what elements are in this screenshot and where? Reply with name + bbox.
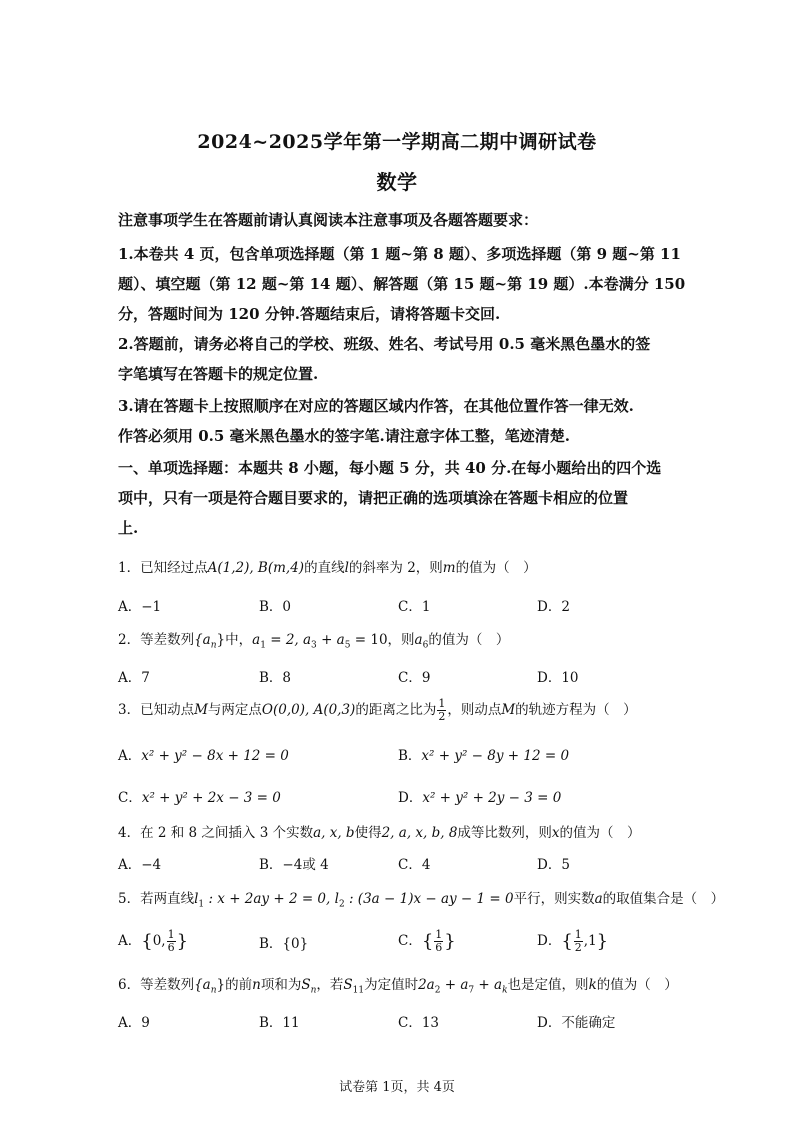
notice-heading: 注意事项学生在答题前请认真阅读本注意事项及各题答题要求：: [118, 211, 539, 229]
option-c: C．x² + y² + 2x − 3 = 0: [118, 790, 281, 806]
option-d: D．10: [537, 670, 579, 686]
option-b: B．11: [259, 1015, 300, 1031]
page-footer: 试卷第 1页，共 4页: [339, 1080, 455, 1095]
section-heading: 一、单项选择题：本题共 8 小题，每小题 5 分，共 40 分.在每小题给出的四个选: [118, 459, 662, 477]
option-d: D．不能确定: [537, 1015, 616, 1031]
section-heading: 上.: [118, 519, 139, 537]
notice-line: 1.本卷共 4 页，包含单项选择题（第 1 题~第 8 题）、多项选择题（第 9 题~第 11: [118, 245, 681, 263]
option-a: A．9: [118, 1015, 150, 1031]
fraction-one-half: $\frac{1}{2}$: [438, 697, 446, 723]
option-d: D．{ $\frac{1}{2}$ ,1}: [537, 928, 609, 954]
question-6: 6．等差数列$\{a_n\}$的前n项和为$S_n$，若$S_{11}$为定值时$2a_2 + a_7 + a_k$也是定值，则k的值为（ ）: [118, 977, 678, 996]
option-c: C．1: [398, 599, 431, 615]
option-b: B．−4或 4: [259, 857, 329, 873]
option-a: A．{0, $\frac{1}{6}$ }: [118, 928, 189, 954]
notice-line: 字笔填写在答题卡的规定位置.: [118, 365, 319, 383]
option-b: B．x² + y² − 8y + 12 = 0: [398, 748, 570, 764]
notice-line: 3.请在答题卡上按照顺序在对应的答题区域内作答，在其他位置作答一律无效.: [118, 397, 634, 415]
option-a: A．−1: [118, 599, 162, 615]
notice-line: 2.答题前，请务必将自己的学校、班级、姓名、考试号用 0.5 毫米黑色墨水的签: [118, 335, 651, 353]
question-5: 5．若两直线$l_1$ : x + 2ay + 2 = 0, $l_2$ : (3a − 1)x − ay − 1 = 0平行，则实数a的取值集合是（ ）: [118, 891, 725, 910]
option-d: D．2: [537, 599, 570, 615]
option-a: A．7: [118, 670, 150, 686]
option-c: C．4: [398, 857, 431, 873]
option-a: A．x² + y² − 8x + 12 = 0: [118, 748, 289, 764]
option-d: D．5: [537, 857, 570, 873]
option-a: A．−4: [118, 857, 162, 873]
option-b: B．0: [259, 599, 292, 615]
question-3: 3．已知动点M与两定点O(0,0), A(0,3)的距离之比为 $\frac{1}{2}$ ，则动点M的轨迹方程为（ ）: [118, 697, 637, 723]
notice-line: 分，答题时间为 120 分钟.答题结束后，请将答题卡交回.: [118, 305, 501, 323]
option-c: C．{ $\frac{1}{6}$ }: [398, 928, 456, 954]
notice-line: 题）、填空题（第 12 题~第 14 题）、解答题（第 15 题~第 19 题）.本卷满分 150: [118, 275, 686, 293]
exam-title: 2024~2025学年第一学期高二期中调研试卷: [197, 131, 597, 153]
option-c: C．13: [398, 1015, 440, 1031]
question-4: 4．在 2 和 8 之间插入 3 个实数a, x, b使得2, a, x, b, 8成等比数列，则x的值为（ ）: [118, 825, 641, 841]
option-b: B．{0}: [259, 936, 309, 952]
option-b: B．8: [259, 670, 292, 686]
option-c: C．9: [398, 670, 431, 686]
subject-title: 数学: [376, 170, 418, 194]
question-1: 1．已知经过点A(1,2), B(m,4)的直线l的斜率为 2，则m的值为（ ）: [118, 560, 537, 576]
notice-line: 作答必须用 0.5 毫米黑色墨水的签字笔.请注意字体工整，笔迹清楚.: [118, 427, 570, 445]
question-2: 2．等差数列$\{a_n\}$中，$a_1 = 2$, $a_3 + a_5 = 10$，则$a_6$的值为（ ）: [118, 632, 510, 651]
section-heading: 项中，只有一项是符合题目要求的，请把正确的选项填涂在答题卡相应的位置: [118, 489, 629, 507]
option-d: D．x² + y² + 2y − 3 = 0: [398, 790, 562, 806]
